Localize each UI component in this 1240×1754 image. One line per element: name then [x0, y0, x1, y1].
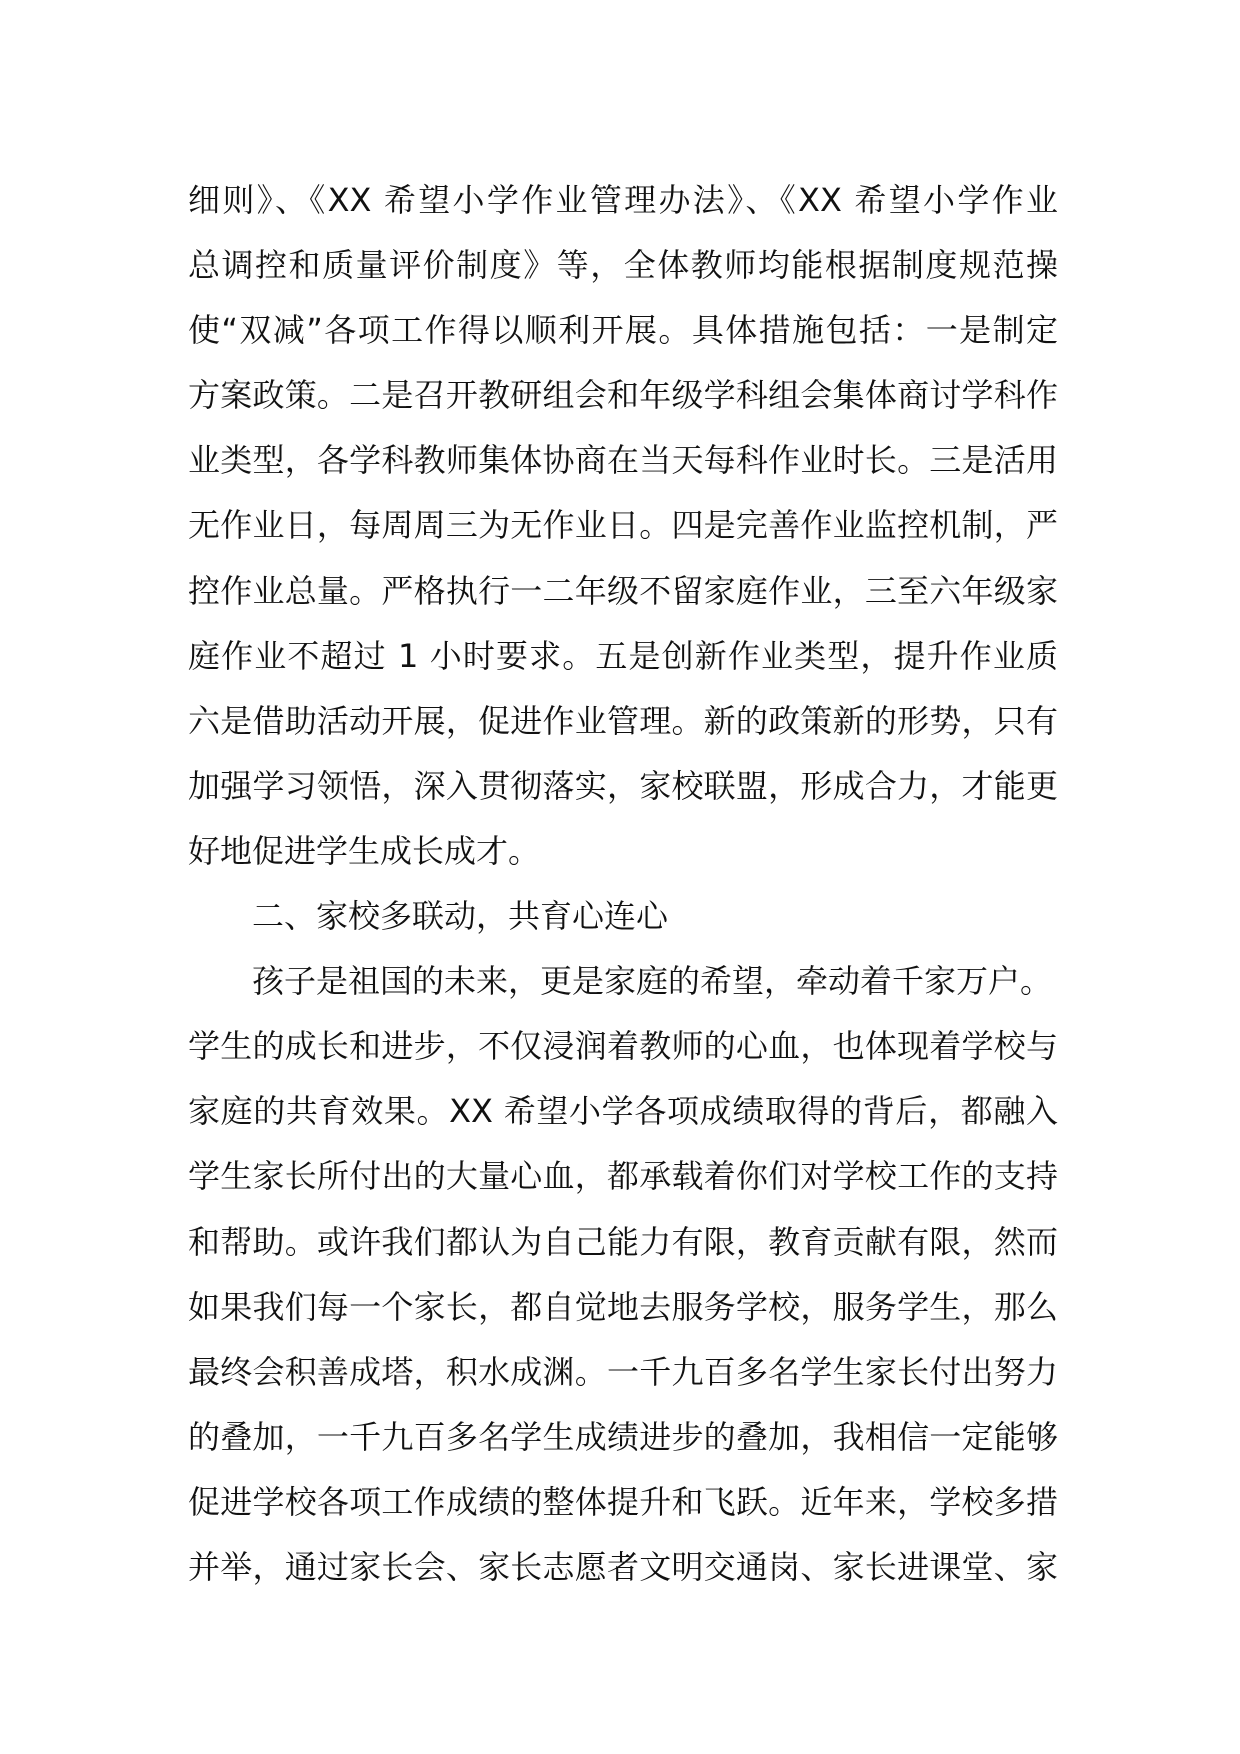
text-line: 促进学校各项工作成绩的整体提升和飞跃。近年来，学校多措 [188, 1482, 1058, 1521]
text-line: 孩子是祖国的未来，更是家庭的希望，牵动着千家万户。 [252, 962, 1053, 1001]
text-line: 方案政策。二是召开教研组会和年级学科组会集体商讨学科作 [188, 376, 1058, 415]
text-line: 控作业总量。严格执行一二年级不留家庭作业，三至六年级家 [188, 571, 1058, 610]
text-line: 业类型，各学科教师集体协商在当天每科作业时长。三是活用 [188, 441, 1058, 480]
text-line: 好地促进学生成长成才。 [188, 831, 541, 870]
text-line: 的叠加，一千九百多名学生成绩进步的叠加，我相信一定能够 [188, 1417, 1058, 1456]
text-line: 学生的成长和进步，不仅浸润着教师的心血，也体现着学校与 [188, 1027, 1058, 1066]
text-line: 六是借助活动开展，促进作业管理。新的政策新的形势，只有 [188, 701, 1058, 740]
paragraph-2 [188, 949, 1058, 1600]
document-page [188, 168, 1058, 1600]
section-heading: 二、家校多联动，共育心连心 [252, 897, 669, 936]
text-line: 总调控和质量评价制度》等，全体教师均能根据制度规范操 [188, 246, 1058, 285]
text-line: 庭作业不超过 1 小时要求。五是创新作业类型，提升作业质 [188, 636, 1058, 675]
text-line: 并举，通过家长会、家长志愿者文明交通岗、家长进课堂、家 [188, 1547, 1058, 1586]
text-line: 和帮助。或许我们都认为自己能力有限，教育贡献有限，然而 [188, 1222, 1058, 1261]
text-line: 最终会积善成塔，积水成渊。一千九百多名学生家长付出努力 [188, 1352, 1058, 1391]
text-line: 学生家长所付出的大量心血，都承载着你们对学校工作的支持 [188, 1157, 1058, 1196]
paragraph-1 [188, 168, 1058, 884]
text-line: 细则》、《XX 希望小学作业管理办法》、《XX 希望小学作业 [188, 181, 1058, 219]
text-line: 如果我们每一个家长，都自觉地去服务学校，服务学生，那么 [188, 1287, 1058, 1326]
text-line: 无作业日，每周周三为无作业日。四是完善作业监控机制，严 [188, 506, 1058, 545]
text-line: 加强学习领悟，深入贯彻落实，家校联盟，形成合力，才能更 [188, 766, 1058, 805]
text-line: 家庭的共育效果。XX 希望小学各项成绩取得的背后，都融入 [188, 1092, 1058, 1131]
text-line: 使“双减”各项工作得以顺利开展。具体措施包括：一是制定 [188, 311, 1058, 350]
